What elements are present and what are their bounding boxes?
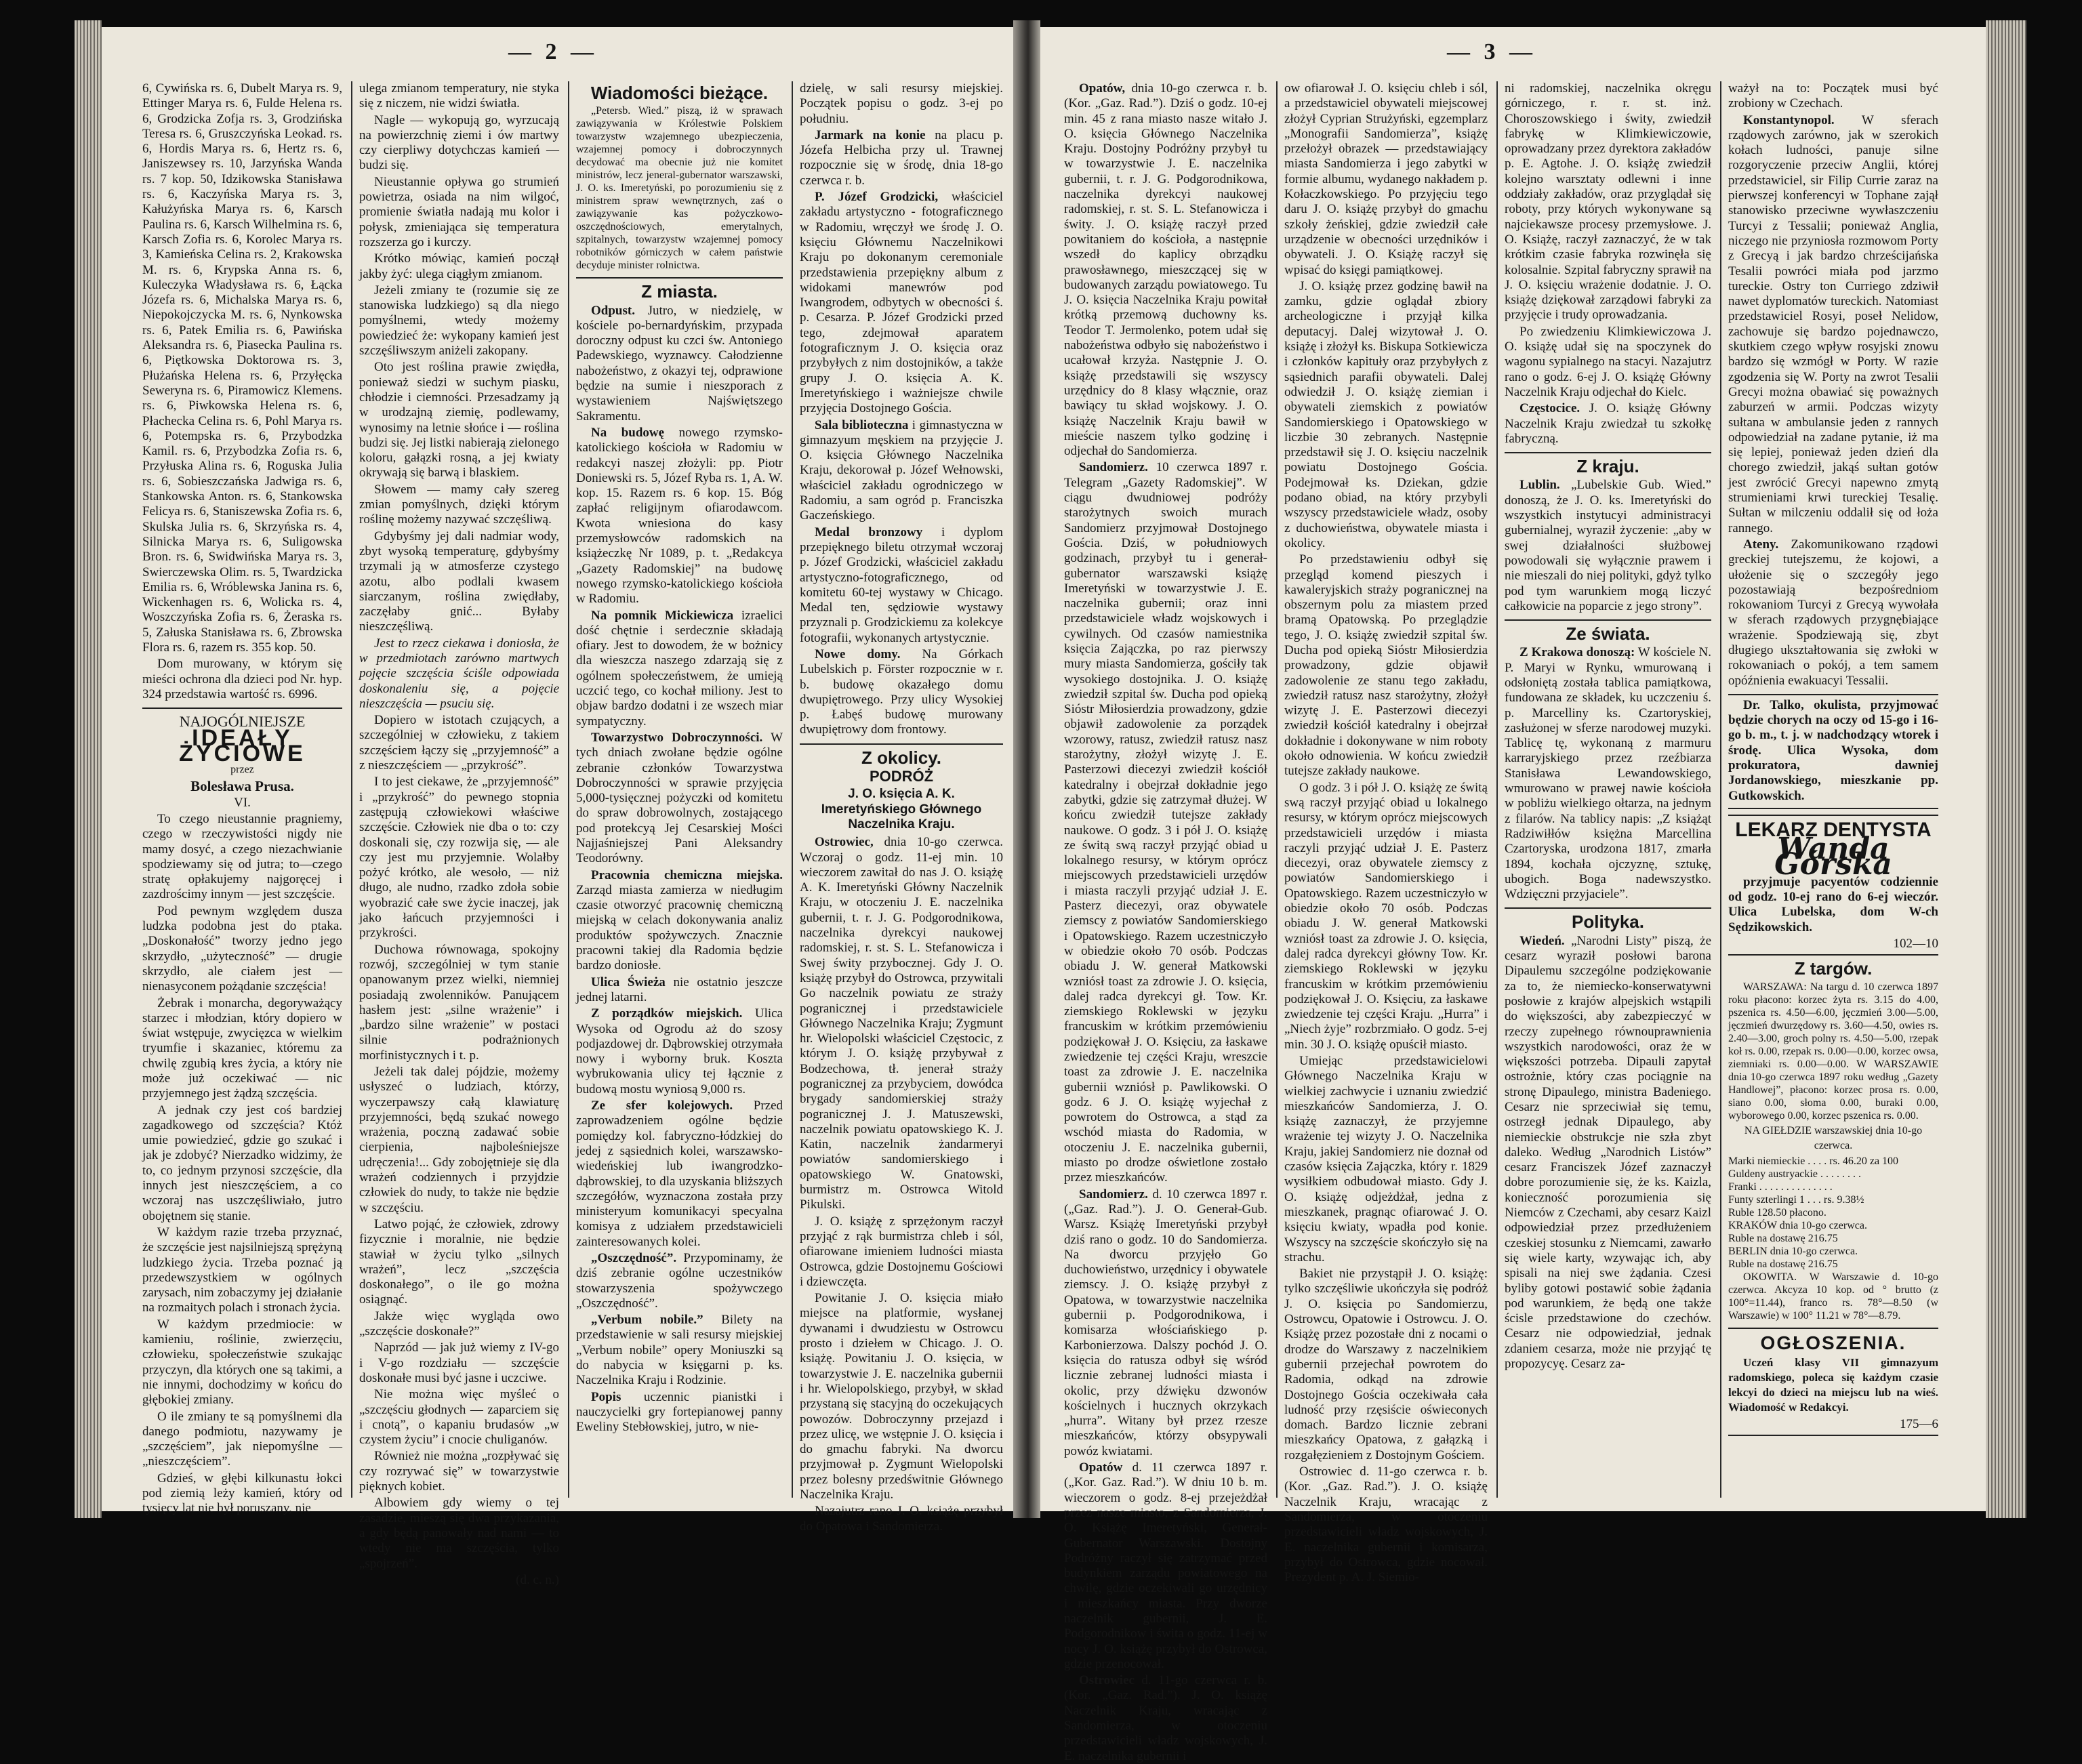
exchange-row: Guldeny austryackie . . . . . . . . — [1728, 1168, 1861, 1181]
subheading-journey-detail: J. O. księcia A. K. Imeretyńskiego Głównego Naczelnika Kraju. — [821, 787, 982, 832]
news-item-text: d. 11-go czerwca r. b. (Kor. „Gaz. Rad.”). J. O. książę Naczelnik Kraju, wracając z Sandomierza, w otoczeniu przedstawicieli władz wojskowych, J. E. naczelnika gubernii i — [1064, 1673, 1268, 1763]
right-page — [1040, 27, 1986, 1763]
page-edge-left — [75, 20, 102, 1518]
column-rule — [351, 81, 352, 1498]
news-item-text: „Lubelskie Gub. Wied.” donoszą, że J. O. ks. Imeretyński do wszystkich instytucyi administracyi gubernialnej, wyraził życzenie: „aby w swej działalności służbowej powodowali się wyłącznie prawem i nie mieszali do niej polityki, gdyż tylko pod tym warunkiem mogą liczyć całkowicie na poparcie z jego strony”. — [1505, 478, 1711, 613]
page-number-right: — 3 — — [1447, 39, 1536, 64]
news-item-title: Z Krakowa donoszą: — [1519, 645, 1635, 660]
news-item-text: uczennic pianistki i nauczycielki gry fortepianowej panny Eweliny Stebłowskiej, jutro, w nie- — [576, 1389, 783, 1435]
news-item-title: Opatów, — [1079, 81, 1126, 96]
right-col-3 — [1505, 81, 1711, 1498]
left-col-1 — [142, 81, 342, 1516]
news-item — [1064, 1460, 1267, 1672]
news-item-title: Pracownia chemiczna miejska. — [591, 867, 783, 882]
section-heading-markets: Z targów. — [1794, 958, 1873, 979]
feature-paragraph: I to jest ciekawe, że „przyjemność” i „przykrość” do pewnego stopnia zastępują człowiekowi właściwe szczęście. Człowiek nie dba o to: czy doskonali się, czy rozwija się, — ale czy jest mu przyjemnie. Wolałby pożyć krótko, ale wesoło, — niż długo, ale nudno, rzadko zdoła sobie wyobrazić całe swe życie inaczej, jak jako łańcuch przyjemności i przykrości. — [359, 775, 559, 941]
news-item-text: właściciel zakładu artystyczno - fotograficznego w Radomiu, wręczył we środę J. O. księciu Głównemu Naczelnikowi Kraju po dokonanym ceremoniale przedstawienia przepiękny album z widokami manewrów pod Iwangrodem, odbytych w obecności ś. p. Cesarza. P. Józef Grodzicki przed tego, zdejmował aparatem fotograficznym J. O. księcia oraz przybyłych z nim dostojników, a także grupy J. O. księcia A. K. Imeretyńskiego i ważniejsze chwile przyjęcia Dostojnego Gościa. — [800, 190, 1004, 416]
page-number-left: — 2 — — [508, 39, 598, 64]
advert-dentist-heading: LEKARZ DENTYSTA — [1735, 818, 1932, 841]
feature-paragraph: ulega zmianom temperatury, nie styka się z niczem, nie widzi światła. — [359, 81, 559, 111]
page-edge-right — [1986, 20, 2026, 1518]
news-item-text: nie ostatnio jeszcze jednej latarni. — [576, 975, 783, 1004]
feature-paragraph: Latwo pojąć, że człowiek, zdrowy fizycznie i moralnie, nie będzie stawiał w życiu tylko „silnych wrażeń”, lecz „szczęścia doskonałego”, o ile go można osiągnąć. — [359, 1216, 559, 1307]
news-item-text: J. O. książę Główny Naczelnik Kraju zwiedzał tu szkołkę fabryczną. — [1505, 401, 1711, 446]
news-item — [1505, 478, 1711, 614]
feature-kicker: NAJOGÓLNIEJSZE — [179, 713, 306, 731]
exchange-row: Marki niemieckie . . . . rs. 46.20 za 100 — [1728, 1155, 1899, 1168]
news-item-title: Na pomnik Mickiewicza — [591, 608, 734, 623]
feature-paragraph: To czego nieustannie pragniemy, czego w rzeczywistości nigdy nie mamy dosyć, a czego niezachwianie spodziewamy się od jutra; to—czego stratę opłakujemy najgoręcej i zazdrościmy innym — jest szczęście. — [142, 811, 342, 902]
news-item — [1505, 934, 1711, 1372]
news-paragraph: ow ofiarował J. O. księciu chleb i sól, a przedstawiciel obywateli miejscowej złożył Cyprian Strużyński, egzemplarz „Monografii Sandomierza”, książę przełożył obrazek — przedstawiający miasta Sandomierza i jego zabytki w formie albumu, wydanego nakładem p. Kołaczkowskiego. Po przyjęciu tego daru J. O. książę przybył do gmachu szkoły żeńskiej, gdzie zwiedził całe urządzenie w obecności urzędników i obywateli. J. O. Książę raczył się wpisać do księgi pamiątkowej. — [1284, 81, 1488, 277]
exchange-row: Funty szterlingi 1 . . . rs. 9.38½ — [1728, 1194, 1864, 1206]
news-item-title: Odpust. — [591, 303, 635, 318]
feature-paragraph: Oto jest roślina prawie zwiędła, ponieważ siedzi w suchym piasku, chłodzie i ciemności. Przesadzamy ją w urodzajną ziemię, podlewamy, wynosimy na letnie słońce i — roślina budzi się. Jej listki nabierają zielonego koloru, gałązki rosną, a jej kwiaty okrywają się barwą i blaskiem. — [359, 360, 559, 480]
news-item — [1505, 401, 1711, 447]
feature-paragraph: Słowem — mamy cały szereg zmian pomyślnych, dzięki którym roślinę możemy nazywać szczęśliwą. — [359, 482, 559, 527]
news-paragraph: dzielę, w sali resursy miejskiej. Początek popisu o godz. 3-ej po południu. — [800, 81, 1003, 126]
feature-paragraph: O ile zmiany te są pomyślnemi dla danego podmiotu, nazywamy je „szczęściem”, jak niepomyślne — „nieszczęściem”. — [142, 1409, 342, 1469]
section-heading-city: Z miasta. — [641, 281, 718, 302]
news-paragraph: Po przedstawieniu odbył się przegląd komend pieszych i kawaleryjskich straży pogranicznej na obszernym polu za miastem przed bramą Opatowską. Po przeglądzie tego, J. O. książę zwiedził szpital św. Ducha pod opieką Sióstr Miłosierdzia prowadzony, gdzie objawił zadowolenie ze stanu tego zakładu, zwiedził ratusz nasz starożytny, złożył wizytę J. E. Pasterzowi diecezyi zwiedził kościół katedralny i obejrzał dokładnie i dokonywane w nim roboty około odnowienia. W końcu zwiedził tutejsze zakłady naukowe. — [1284, 552, 1488, 779]
news-item — [1505, 645, 1711, 902]
subheading-journey: PODRÓŻ — [869, 768, 934, 785]
news-item-text: 10 czerwca 1897 r. Telegram „Gazety Radomskiej”. W ciągu dwudniowej podróży starożytnych swoich murach Sandomierz przyjmował Dostojnego Gościa. Dziś, w południowych godzinach, przybył tu i generał-gubernator warszawski książę Imeretyński w towarzystwie J. E. naczelnika gubernii; oraz inni przedstawiciele władz wojskowych i cywilnych. Od czasów namiestnika księcia Zajączka, po raz pierwszy mury miasta Sandomierza, gościły tak wysokiego dostojnika. J. O. książę zwiedził szpital św. Ducha pod opieką Sióstr Miłosierdzia prowadzony, gdzie objawił zadowolenie za porządek wzorowy, ratusz, zwiedził ratusz nasz starożytny, złożył wizytę J. E. Pasterzowi diecezyi zwiedził kościół katedralny i obejrzał dokładnie jego zabytki, gdzie się zatrzymał dłużej. W końcu zwiedził tutejsze zakłady naukowe. O godz. 3 i pół J. O. książę ze świtą swą raczył przyjąć obiad u lokalnego resursy, w którym oprócz miejscowych przedstawicieli urzędów i miasta raczyli przyjąć udział J. E. Pasterz diecezyi, oraz obywatele ziemscy z powiatów Sandomierskiego i Opatowskiego. Razem uczestniczyło w obiedzie około 70 osób. Podczas obiadu J. W. generał Matkowski wzniósł toast za zdrowie J. O. księcia, dalej radca dyrekcyi gł. Tow. Kr. ziemskiego Roklewski w języku francuskim w krótkim przemówieniu podziękował J. O. Księciu, za łaskawe zwiedzenie tej części Kraju, wreszcie toast za zdrowie J. E. naczelnika gubernii wzniósł p. Pawlikowski. O godz. 6 J. O. książę wyjechał z powrotem do Ostrowca, a stąd za wschód miasta do Radomia, w otoczeniu J. E. naczelnika gubernii, miasto po drodze oświetlone zostało przez mieszkańców. — [1064, 460, 1268, 1185]
divider — [1505, 907, 1711, 909]
local-items — [800, 128, 1003, 738]
news-item — [1064, 1673, 1267, 1764]
news-item-title: Ateny. — [1743, 537, 1779, 552]
news-paragraph: O godz. 3 i pół J. O. książę ze świtą swą raczył przyjąć obiad u lokalnego resursy, w którym oprócz miejscowych przedstawicieli urzędów i miasta raczyli przyjąć udział J. E. Pasterz diecezyi, oraz obywatele ziemscy z powiatów Sandomierskiego i Opatowskiego. Razem uczestniczyło w obiedzie około 70 osób. Podczas obiadu J. W. generał Matkowski wzniósł toast za zdrowie J. O. księcia, dalej radca dyrekcyi główny Tow. Kr. ziemskiego Roklewski w języku francuskim w krótkim przemówieniu podziękował J. O. Księciu, za łaskawe zwiedzenie tej części Kraju. „Hurra” i „Niech żyje” rozbrzmiało. O godz. 5-ej min. 30 J. O. książę opuścił miasto. — [1284, 780, 1488, 1052]
feature-paragraph: Jeżeli tak dalej pójdzie, możemy usłyszeć o ludziach, którzy, wyczerpawszy całą klawiaturę przyjemności, będą szukać nowego wrażenia, poczną zadawać sobie cierpienia, najboleśniejsze udręczenia!... Gdy zobojętnieje się dla wrażeń codziennych i przyjdzie człowiek do nudy, to także nie będzie w szczęściu. — [359, 1065, 559, 1215]
to-be-continued: (d. c. n.) — [516, 1572, 559, 1587]
news-item-title: Ulica Świeża — [591, 975, 666, 989]
feature-paragraph: W każdym razie trzeba przyznać, że szczęście jest najsilniejszą sprężyną ludzkiego życia. Trzeba poznać ją przedewszystkiem w ogólnych zarysach, nim zobaczymy jej działanie na rozmaitych polach i stronach życia. — [142, 1225, 342, 1315]
column-rule — [1720, 81, 1721, 1498]
news-paragraph: Umiejąc przedstawicielowi Głównego Naczelnika Kraju w wielkiej zachwycie i uznaniu zwiedzić mieszkańców Sandomierza, J. O. książę zaznaczył, że przyjemne wrażenie tej wizyty J. O. Naczelnika Kraju, jakiej Sandomierz nie doznał od czasów księcia Zajączka, który r. 1829 wysiłkiem odbudował miasto. Gdy J. O. książę odjeżdżał, jedna z mieszkanek, pragnąc ofiarować J. O. księciu kwiaty, wpadła pod konie. Wszyscy na szczęście skończyło się na strachu. — [1284, 1054, 1488, 1265]
exchange-row: Franki . . . . . . . . . . . . . . — [1728, 1181, 1833, 1193]
news-item-title: Nowe domy. — [815, 647, 901, 661]
news-item-title: Na budowę — [591, 425, 665, 440]
exchange-row: Ruble 128.50 płacono. — [1728, 1207, 1826, 1219]
news-item-title: Sandomierz. — [1079, 460, 1148, 475]
news-item — [800, 835, 1003, 1212]
section-heading-country: Z kraju. — [1576, 456, 1639, 477]
divider — [1505, 452, 1711, 453]
feature-paragraph: Krótko mówiąc, kamień począł jakby żyć: ulega ciągłym zmianom. — [359, 251, 559, 281]
news-item — [576, 868, 783, 974]
news-item — [576, 1099, 783, 1250]
news-item-title: Medal bronzowy — [815, 525, 923, 539]
exchange-row: KRAKÓW dnia 10-go czerwca. — [1728, 1220, 1867, 1232]
right-col-1 — [1064, 81, 1268, 1763]
news-paragraph: Bakiet nie przystąpił J. O. książę: tylko szczęśliwie ukończyła się podróż J. O. księcia po Sandomierzu, Ostrowcu, Opatowie i Ostrowcu. J. O. Książę przez pozostałe dni z nocami o drodze do Warszawy z naczelnikiem gubernii przejechał powrotem do Radomia, odkąd na zdrowie Dostojnego Gościa oczekiwała cała ludność przy rzęsiście oświeconych domach. Bardzo licznie zebrani mieszkańcy Opatowa, z gałązką i rozgałęzieniem z Dostojnym Gościem. — [1284, 1267, 1488, 1462]
divider — [576, 277, 783, 279]
feature-title: IDEAŁY ŻYCIOWE — [179, 725, 306, 766]
book-spine — [1013, 20, 1040, 1518]
news-item-title: Lublin. — [1519, 478, 1560, 493]
news-item-text: Przed zaprowadzeniem ogólne będzie pomiędzy kol. fabryczno-łódzkiej do jedej z sąsiednich kolei, warszawsko-wiedeńskiej lub iwangrodzko-dąbrowskiej, to dla uzyskania bliższych szczegółów, wyznaczona została przy ministeryum komunikacyi specyalna komisya z udziałem przedstawicieli zainteresowanych kolei. — [576, 1099, 783, 1249]
news-item — [800, 190, 1003, 416]
exchange-row: Ruble na dostawę 216.75 — [1728, 1233, 1838, 1245]
news-item-text: na placu p. Józefa Helbicha przy ul. Trawnej rozpocznie się w środę, dnia 18-go czerwca r. b. — [800, 127, 1004, 188]
news-item — [576, 426, 783, 607]
column-rule — [792, 81, 793, 1498]
news-item — [1728, 537, 1938, 689]
feature-paragraph: Nie można więc myśleć o „szczęściu głodnych — zaparciem się i cnotą”, o kapaniu brudasów „w czystem życiu” i cnocie chuliganów. — [359, 1387, 559, 1448]
exchange-row: Ruble na dostawę 216.75 — [1728, 1258, 1838, 1271]
region-items — [1064, 81, 1267, 1764]
news-item — [800, 418, 1003, 524]
news-item-title: Częstocice. — [1519, 401, 1580, 416]
news-paragraph: Nazajutrz rano J. O. książę przybył do Opatowa i Sandomierza. — [800, 1504, 1003, 1534]
news-item — [1064, 460, 1267, 1185]
news-item-text: dnia 10-go czerwca. Wczoraj o godz. 11-ej min. 10 wieczorem zawitał do nas J. O. książę A. K. Imeretyński Główny Naczelnik Kraju, w otoczeniu J. E. naczelnika gubernii, t. r. J. G. Podgorodnikowa, naczelnika dyrekcyi naukowej radomskiej, r. st. S. L. Stefanowicza i Swej świty przybocznej. Gdy J. O. książę przybył do Ostrowca, przywitali Go naczelnik powiatu ze straży pogranicznej i przedstawiciele Głównego Naczelnika Kraju; Zygmunt hr. Wielopolski właściciel Częstocic, z którym J. O. książę przybywał z Bodzechowa, tł. jenerał straży pogranicznej za przybyciem, dowódca brygady sandomierskiej straży pogranicznej J. J. Matuszewski, naczelnik powiatu opatowskiego K. J. Katin, naczelnik żandarmeryi powiatów sandomierskiego i opatowskiego W. Gnatowski, burmistrz m. Ostrowca Witold Pikulski. — [800, 835, 1003, 1212]
left-page — [102, 27, 1013, 1587]
news-item-text: Przypominamy, że dziś zebranie ogólne uczestników stowarzyszenia spożywczego „Oszczędność”. — [576, 1251, 783, 1311]
news-item-title: „Oszczędność”. — [591, 1251, 677, 1265]
news-item — [800, 128, 1003, 188]
donor-list: 6, Cywińska rs. 6, Dubelt Marya rs. 9, Ettinger Marya rs. 6, Fulde Helena rs. 6, Grodzicka Zofja rs. 3, Grodzińska Teresa rs. 6, Gruszczyńska Leokad. rs. 6, Hordis Marya rs. 6, Hertz rs. 6, Janiszewsey rs. 10, Jarzyńska Wanda rs. 7 kop. 50, Idzikowska Stanisława rs. 6, Kaczyńska Marya rs. 3, Kałużyńska Marya rs. 6, Karsch Paulina rs. 6, Karsch Wilhelmina rs. 6, Karsch Zofia rs. 6, Korolec Marya rs. 3, Kamieńska Celina rs. 2, Krakowska M. rs. 6, Krypska Anna rs. 6, Kuleczyka Władysława rs. 6, Łącka Józefa rs. 6, Michalska Marya rs. 6, Niepokojczycka M. rs. 6, Nynkowska rs. 6, Patek Emilia rs. 6, Pawińska Aleksandra rs. 6, Piasecka Paulina rs. 6, Piętkowska Doktorowa rs. 3, Płużańska Helena rs. 6, Przyłęcka Seweryna rs. 6, Piramowicz Klemens. rs. 6, Piwkowska Helena rs. 6, Płachecka Celina rs. 6, Pohl Marya rs. 6, Potempska rs. 6, Przybodzka Kamil. rs. 6, Przybodzka Zofia rs. 6, Przyłuska Alina rs. 6, Roguska Julia rs. 6, Sobieszczańska Jadwiga rs. 6, Stankowska Anton. rs. 6, Stankowska Felicya rs. 6, Staniszewska Zofia rs. 6, Skulska Julia rs. 6, Skrzyńska rs. 4, Silnicka Marya rs. 6, Suligowska Bron. rs. 6, Swidwińska Marya rs. 3, Swierczewska Olim. rs. 5, Twardzicka Emilia rs. 6, Wróblewska Janina rs. 6, Wickenhagen rs. 6, Wolicka rs. 4, Woszczyńska Zofia rs. 6, Żeraska rs. 5, Załuska Stanisława rs. 6, Zbrowska Flora rs. 6, razem rs. 355 kop. 50. — [142, 81, 342, 655]
divider — [1505, 619, 1711, 621]
news-paragraph: ważył na to: Początek musi być zrobiony w Czechach. — [1728, 81, 1938, 111]
section-heading-news: Wiadomości bieżące. — [590, 83, 769, 103]
news-item-text: Bilety na przedstawienie w sali resursy miejskiej „Verbum nobile” opery Moniuszki są do nabycia w księgarni p. ks. Naczelnika Kraju i Rodzinie. — [576, 1313, 783, 1388]
feature-paragraph: Jest to rzecz ciekawa i doniosła, że w przedmiotach zarówno martwych pojęcie szczęścia ściśle odpowiada doskonaleniu się, a pojęcie nieszczęścia — psuciu się. — [359, 636, 559, 711]
news-item-text: Zarząd miasta zamierza w niedługim czasie otworzyć pracownię chemiczną miejską w celach dokonywania analiz produktów spożywczych. Znacznie pracowni takiej dla Radomia będzie bardzo doniosłe. — [576, 882, 783, 973]
divider — [142, 707, 342, 709]
news-item — [1064, 81, 1267, 459]
column-rule — [1496, 81, 1498, 1498]
exchange-heading: NA GIEŁDZIE warszawskiej dnia 10-go czerwca. — [1744, 1124, 1923, 1151]
section-heading-politics: Polityka. — [1572, 911, 1644, 932]
feature-part: VI. — [234, 795, 251, 810]
news-paragraph: J. O. książę przez godzinę bawił na zamku, gdzie oglądał zbiory archeologiczne i przyjął kilka deputacyj. Dalej wizytował J. O. książę i złożył ks. Biskupa Sotkiewicza i członków kapituły oraz przybyłych z sąsiednich parafii obywateli. Dalej odwiedził J. O. książę ziemian i obywateli ziemskich z powiatów Sandomierskiego i Opatowskiego w liczbie 30 zebranych. Następnie przedstawił się J. O. księciu naczelnik powiatu Dostojnego Gościa. Podejmował ks. Dziekan, gdzie podano obiad, na który przybyli wszyscy przedstawiciele władz, osoby z duchowieństwa, obywatele miasta i okolicy. — [1284, 279, 1488, 550]
donor-list-end: Dom murowany, w którym się mieści ochrona dla dzieci pod Nr. hyp. 324 przedstawia wartość rs. 6996. — [142, 657, 342, 701]
news-item-title: Sala biblioteczna — [815, 417, 909, 432]
news-item-title: Ze sfer kolejowych. — [591, 1099, 733, 1113]
news-item — [800, 525, 1003, 646]
exchange-rows — [1728, 1155, 1938, 1271]
news-paragraph: Po zwiedzeniu Klimkiewiczowa J. O. książę udał się na spoczynek do wagonu sypialnego na stacyi. Nazajutrz rano o godz. 6-ej J. O. książę Główny Naczelnik Kraju odjechał do Kielc. — [1505, 324, 1711, 399]
news-item-text: „Narodni Listy” piszą, że cesarz wyraził posłowi barona Dipaulemu szczególne podziękowanie za to, że niemiecko-konserwatywni posłowie z krajów alpejskich wstąpili do większości, aby zabezpieczyć w rzeczy zupełnego równouprawnienia wszystkich narodowości, oraz że w większości potrzeba. Dipauli zapytał ostrożnie, który czas pociągnie na stronę Dipaulego, ministra Badeniego. Cesarz nie sprzeciwiał się temu, ostrzegł jednak Dipaulego, aby niemieckie obstrukcje nie szła zbyt daleko. Według „Narodnich Listów” cesarz Franciszek Józef zaznaczył dobre porozumienie się, że ks. Kaizla, konieczność porozumienia się Niemców z Czechami, aby cesarz Kaizl odpowiedział przez przedłużeniem czeskiej stosunku z Niemcami, zawarło się wiele karty, wzywając ich, aby spisali na niej swe żądania. Czesi byliby gotowi postawić sobie żądania pod warunkiem, że będą one także ścisle przedstawione do czechów. Cesarz nie odpowiedział, jednak zdaniem cesarza, może nie przyjąć tę propozycyę. Cesarz za- — [1505, 933, 1712, 1372]
news-item-text: Jutro, w niedzielę, w kościele po-bernardyńskim, przypada doroczny odpust ku czci św. Antoniego Padewskiego, wyznawcy. Całodzienne nabożeństwo, z okazyi tej, odprawione będzie na sumie i nieszporach z wystawieniem Najświętszego Sakramentu. — [576, 303, 783, 424]
news-item-text: W sferach rządowych zarówno, jak w szerokich kołach ludności, panuje silne rozgoryczenie przeciw Anglii, której przedstawiciel, sir Filip Currie zaraz na pierwszej konferencyi w Tophane zajął stanowisko przeciwne wywłaszczeniu Turcyi z Tessalii; ponieważ Anglia, niczego nie przyniosła rozmowom Porty z Grecyą i jak bardzo chrześcijańska Tesalii powróci miała pod jarzmo tureckie. Ostry ton Curriego zdziwił nawet dyplomatów tureckich. Natomiast przedstawiciel Rosyi, poseł Nelidow, zachowuje się bardzo pojednawczo, skutkiem czego wpływ rosyjski znowu bardzo się wzmógł w Porty. W razie zgodzenia się W. Porty na zwrot Tesalii Grecyi można obawiać się poważnych zaburzeń w armii. Podczas wizyty sułtana w ambulansie jeden z rannych odpowiedział na zadane pytanie, iż ma się lepiej, ponieważ jeden dzień dla chorego zwiedził, jakąś sułtan gotów jest zwrócić Grecyi napewno zmytą strumieniami krwi tureckiej Tesalię. Sułtan w milczeniu oddalił się od łoża rannego. — [1728, 112, 1938, 535]
feature-paragraph: Pod pewnym względem dusza ludzka podobna jest do ptaka. „Doskonałość” tworzy jedno jego skrzydło, „użyteczność” — drugie skrzydło, ale ciałem jest — nienasyconem pożądanie szczęścia! — [142, 903, 342, 994]
news-item-title: P. Józef Grodzicki, — [815, 190, 939, 205]
feature-by: przez — [230, 764, 254, 776]
advert-ref: 175—6 — [1900, 1416, 1938, 1431]
news-item-title: Sandomierz. — [1079, 1187, 1148, 1202]
feature-paragraph: Gdzieś, w głębi kilkunastu łokci pod ziemią leży kamień, który od tysięcy lat nie był poruszany, nie — [142, 1471, 342, 1516]
feature-author: Bolesława Prusa. — [190, 778, 294, 795]
news-item-title: Konstantynopol. — [1743, 112, 1835, 127]
advert-ref: 102—10 — [1893, 937, 1938, 951]
news-paragraph: Ostrowiec d. 11-go czerwca r. b. (Kor. „Gaz. Rad.”). J. O. książę Naczelnik Kraju, wracając z Sandomierza, w otoczeniu przedstawicieli władz wojskowych, J. E. naczelnika gubernii i komisarza, przybył do Ostrowca, gdzie nocował. Prezydent p. A. J. Siemio- — [1284, 1464, 1488, 1585]
feature-paragraph: Nagle — wykopują go, wyrzucają na powierzchnię ziemi i ów martwy czy cierpliwy dotychczas kamień — budzi się. — [359, 112, 559, 173]
news-item — [576, 609, 783, 729]
advert-classifieds — [1728, 1328, 1938, 1436]
news-item — [576, 304, 783, 424]
spirits-prices: OKOWITA. W Warszawie d. 10-go czerwca. Akcyza 10 kop. od ° brutto (z 100°=11.44), franco rs. 78°—8.50 (w Warszawie) w 100° 11.21 w 78°—8.79. — [1728, 1271, 1938, 1322]
feature-paragraph: Albowiem gdy wiemy o tej zasadzie, mieszą się dwa przykazania, a gdy będą panowały nad nami — to wtedy nie ma szczęścia, tylko „spojrzeń”. — [359, 1496, 559, 1571]
market-prices: WARSZAWA: Na targu d. 10 czerwca 1897 roku płacono: korzec żyta rs. 3.15 do 4.00, pszenica rs. 4.50—6.00, jęczmień 3.00—5.00, jęczmień dwurzędowy rs. 3.60—4.50, owies rs. 2.40—3.00, groch polny rs. 4.50—5.00, rzepak koł rs. 0.00, rzepak rs. 0.00—0.00, korzec owsa, ziemniaki rs. 0.00—0.00. W WARSZAWIE dnia 10-go czerwca 1897 roku według „Gazety Handlowej”, płacono: korzec prosa rs. 0.00, siano 0.00, słoma 0.00, buraki 0.00, wyborowego 0.00, korzec pszenica rs. 0.00. — [1728, 981, 1938, 1122]
advert-text: przyjmuje pacyentów codziennie od godz. 10-ej rano do 6-ej wieczór. Ulica Lubelska, dom W-ch Sędzikowskich. — [1728, 874, 1938, 935]
news-item-text: d. 10 czerwca 1897 r. („Gaz. Rad.”). J. O. Generał-Gub. Warsz. Książę Imeretyński przybył dziś rano o godz. 10 do Sandomierza. Na dworcu przyjęło Go duchowieństwo, urzędnicy i obywatele ziemscy. J. O. książę przybył z Opatowa, w towarzystwie naczelnika gubernii p. Podgorodnikowa, i komisarza włościańskiego p. Karbonierzowa. Dalszy pochód J. O. księcia do ratusza odbył się wśród licznie zebranej ludności miasta i okolic, przy dźwięku dzwonów kościelnych i hucznych okrzykach „hurra”. Witany był przez rzesze mieszkańców, którzy obsypywali powóz kwiatami. — [1064, 1187, 1267, 1458]
news-item — [1064, 1187, 1267, 1459]
news-paragraph: ni radomskiej, naczelnika okręgu górniczego, r. r. st. inż. Choroszowskiego i świty, zwiedził fabrykę w Klimkiewiczowie, oprowadzany przez dyrektora zakładów p. E. Agtohe. J. O. książę zwiedził kolejno warsztaty odlewni i inne oddziały zakładów, oraz przyglądał się roboty, przy których wykonywane są najciekawsze procesy przemysłowe. J. O. Książę, raczył zaznaczyć, że w tak krótkim czasie fabryka rozwinęła się kolosalnie. Szpital fabryczny sprawił na J. O. księciu wrażenie dodatnie. J. O. książę dziękował zarządowi fabryki za przyjęcie i trudy oprowadzania. — [1505, 81, 1711, 323]
news-item-title: Ostrowiec, — [815, 835, 874, 850]
feature-paragraph: Duchowa równowaga, spokojny rozwój, szczególniej w tym stanie opanowanym przez wielki, niemniej posiadają zwolenników. Panującem hasłem jest: „silne wrażenie” i „bardzo silne wrażenie” w postaci silnie podrażnionych morfinistycznych i t. p. — [359, 942, 559, 1063]
feature-paragraph: A jednak czy jest coś bardziej zagadkowego od szczęścia? Któż umie powiedzieć, gdzie go szukać i jak je zdobyć? Nierzadko widzimy, że to, co jednym przynosi szczęście, dla innych jest nieszczęściem, a co wczoraj nas uszczęśliwiało, jutro obojętnem się stanie. — [142, 1103, 342, 1223]
news-item-text: nowego rzymsko-katolickiego kościoła w Radomiu w redakcyi naszej złożyli: pp. Piotr Doniewski rs. 5, Józef Ryba rs. 1, A. W. kop. 15. Razem rs. 6 kop. 15. Bóg zapłać religijnym ofiarodawcom. Kwota wniesiona do kasy przemysłowców radomskich na książeczkę Nr 1089, p. t. „Redakcya „Gazety Radomskiej” na budowę nowego rzymsko-katolickiego kościoła w Radomiu. — [576, 425, 783, 607]
exchange-row: BERLIN dnia 10-go czerwca. — [1728, 1246, 1858, 1258]
feature-paragraph: Również nie można „rozpływać się czy rozrywać się” w towarzystwie pięknych kobiet. — [359, 1449, 559, 1494]
news-item-text: W kościele N. P. Maryi w Rynku, wmurowaną i odsłoniętą została tablica pamiątkowa, fundowana ze składek, ku uczczeniu ś. p. Marcelliny ks. Czartoryskiej, zasłużonej w sferze narodowej muzyki. Tablicę tę, wykonaną z marmuru karraryjskiego przez rzeźbiarza Stanisława Lewandowskiego, wmurowano w prawej nawie kościoła w pobliżu wielkiego ołtarza, na jednym z filarów. Na tablicy napis: „Z książąt Radziwiłłów księżna Marcellina Czartoryska, urodzona 1817, zmarła 1894, kochała ojczyznę, sztukę, ubogich. Boga nadewszystko. Wdzięczni przyjaciele”. — [1505, 645, 1711, 902]
left-col-3 — [576, 81, 783, 1498]
news-item — [800, 647, 1003, 738]
feature-paragraph: Jakże więc wygląda owo „szczęście doskonałe?” — [359, 1309, 559, 1339]
news-item-title: „Verbum nobile.” — [591, 1313, 703, 1328]
advert-dentist — [1728, 815, 1938, 956]
city-items — [576, 304, 783, 1435]
news-item — [576, 1313, 783, 1388]
right-col-4 — [1728, 81, 1938, 1498]
news-item-title: Opatów — [1079, 1460, 1123, 1475]
right-col-2 — [1284, 81, 1488, 1585]
news-item-text: Na Górkach Lubelskich p. Förster rozpocznie w r. b. budowę okazałego domu dwupiętrowego. Przy ulicy Wysokiej p. Łabęś budowę murowany dwupiętrowy dom frontowy. — [800, 647, 1003, 737]
news-item — [576, 1251, 783, 1311]
column-rule — [1276, 81, 1278, 1498]
news-item-text: Ulica Wysoka od Ogrodu aż do szosy podjazdowej dr. Dąbrowskiej otrzymała nowy i wyborny bruk. Koszta wybrukowania ulicy tej łącznie z budową mostu wyniosą 9,000 rs. — [576, 1006, 783, 1096]
feature-paragraph: W każdym przedmiocie: w kamieniu, roślinie, zwierzęciu, człowieku, społeczeństwie szukając przyczyn, dla których one są takimi, a nie innymi, dochodzimy w końcu do głębokiej zmiany. — [142, 1317, 342, 1408]
news-item — [576, 1390, 783, 1435]
section-heading-region: Z okolicy. — [861, 747, 941, 768]
news-item-title: Jarmark na konie — [815, 127, 926, 142]
news-paragraph: J. O. książę z sprzężonym raczył przyjąć z rąk burmistrza chleb i sól, ofiarowane imieniem ludności miasta Ostrowca, gdzie Dostojnemu Gościowi i dziewczęta. — [800, 1214, 1003, 1289]
news-item-text: Zakomunikowano rządowi greckiej tutejszemu, że kojowi, a ułożenie się o szczegóły jego pozostawiają bezpośredniom rokowaniom Turcyi z Grecyą wywołała w sferach rządowych przygnębiające wrażenie. Spodziewają się, zbyt długiego ukształtowania się zwłoki w rokowaniach o pokój, a tem samem opóźnienia ewakuacyi Tessalii. — [1728, 537, 1938, 688]
left-col-4 — [800, 81, 1004, 1534]
news-item — [576, 975, 783, 1006]
news-paragraph: „Petersb. Wied.” piszą, iż w sprawach zawiązywania w Królestwie Polskiem towarzystw wzajemnego ubezpieczenia, wzajemnej pomocy i dobroczynnych decydować ma obecnie już nie komitet ministrów, lecz jeneral-gubernator warszawski, J. O. ks. Imeretyński, po porozumieniu się z ministrem spraw wewnętrznych, zaś o zawiązywanie kas pożyczkowo-oszczędnościowych, emerytalnych, szpitalnych, towarzystw wzajemnej pomocy robotników górniczych w całem państwie decyduje minister rolnictwa. — [576, 105, 783, 272]
news-item — [576, 731, 783, 867]
divider — [800, 743, 1003, 745]
news-paragraph: Powitanie J. O. księcia miało miejsce na platformie, wysłanej dywanami i dwudziestu w Ostrowcu prosto i dziełem w Chicago. J. O. książę. Powitaniu J. O. księcia, w towarzystwie J. E. naczelnika gubernii i hr. Wielopolskiego, przybył, w skład przystaną się stacyjną do oczekujących powozów. Dobroczynny przejazd i przez ulicę, we wstępnie J. O. księcia i do gmachu fabryki. Na dworcu przyjmował p. Zygmunt Wielopolski przez bolesny przedświtnie Głównego Naczelnika Kraju. — [800, 1291, 1003, 1502]
section-heading-world: Ze świata. — [1566, 623, 1650, 644]
news-item-title: Ostrowiec — [1079, 1673, 1135, 1688]
section-heading-ads: OGŁOSZENIA. — [1760, 1332, 1906, 1354]
news-item — [576, 1006, 783, 1097]
news-item-text: W tych dniach zwołane będzie ogólne zebranie członków Towarzystwa Dobroczynności w sprawie przyjęcia 5,000-tysięcznej pożyczki od komitetu do spraw dobrowolnych, zostającego pod protekcyą Jej Cesarskiej Mości Najjaśniejszej Pani Aleksandry Teodorówny. — [576, 730, 783, 866]
news-item-text: i gimnastyczna w gimnazyum męskiem na przyjęcie J. O. księcia Głównego Naczelnika Kraju, dekorował p. Józef Wełnowski, właściciel zakładu ogrodniczego w Radomiu, a sam ogród p. Franciszka Gaczeńskiego. — [800, 417, 1004, 523]
news-item-text: d. 11 czerwca 1897 r. („Kor. Gaz. Rad.”). W dniu 10 b. m. wieczorem o godz. 8-ej przejeżdżał przez nasze miasto, z Sandomierza, J. O. Książę Imeretyński, Generał-Gubernator Warszawski. Dostojny Podróżny raczył się zatrzymać przed budynkiem zarządu powiatowego na chwilę, gdzie oczekiwali go urzędnicy i mieszkańcy miasta. Przy dworze naczelnik gubernii, J. E. Podgorodnikow i świta o godz. 11-ej w nocy J. O. książę przybył do Ostrowca, gdzie przenocował. — [1064, 1460, 1268, 1671]
feature-paragraph: Jeżeli zmiany te (rozumie się ze stanowiska ludzkiego) są dla niego pomyślnemi, wtedy możemy powiedzieć że: wykopany kamień jest szczęśliwszym aniżeli zakopany. — [359, 283, 559, 358]
advert-oculist — [1728, 694, 1938, 809]
left-col-2 — [359, 81, 559, 1587]
advert-dentist-name: Wanda Górska — [1774, 832, 1892, 882]
feature-paragraph: Dopiero w istotach czujących, a szczególniej w człowieku, z takiem szczęściem łączy się „przyjemność” a z nieszczęściem — „przykrość”. — [359, 713, 559, 773]
feature-paragraph: Gdybyśmy jej dali nadmiar wody, zbyt wysoką temperaturę, gdybyśmy trzymali ją w atmosferze czystego azotu, albo podlali kwasem siarczanym, roślina zwiędłaby, zaczęłaby gnić... Byłaby nieszczęśliwą. — [359, 529, 559, 634]
news-item — [1728, 113, 1938, 536]
column-rule — [568, 81, 569, 1498]
news-item-text: izraelici dość chętnie i serdecznie składają ofiary. Jest to dowodem, że w bożnicy dla wieszcza naszego zdarzają się z ogólnem społeczeństwem, że umieją uczcić tego, co kochał miliony. Jest to objaw bardzo dodatni i ze wszech miar sympatyczny. — [576, 608, 783, 729]
feature-paragraph: Nieustannie opływa go strumień powietrza, osiada na nim wilgoć, promienie światła nadają mu kolor i połysk, zmieniająca się temperatura rozszerza go i kurczy. — [359, 174, 559, 249]
news-item-title: Popis — [591, 1389, 621, 1404]
news-item-title: Towarzystwo Dobroczynności. — [591, 730, 763, 745]
news-item-title: Z porządków miejskich. — [591, 1006, 743, 1021]
feature-paragraph: Naprzód — jak już wiemy z IV-go i V-go rozdziału — szczęście doskonałe musi być jasne i uczciwe. — [359, 1340, 559, 1385]
feature-paragraph: Żebrak i monarcha, degoryważący starzec i młodzian, który dopiero w świat wstępuje, zwycięzca w wielkim tryumfie i skazaniec, któremu za chwilę zgubią kres życia, a który nie może już oczekiwać — nic przyjemnego jest żądzą szczęścia. — [142, 996, 342, 1101]
advert-text: Uczeń klasy VII gimnazyum radomskiego, poleca się każdym czasie lekcyi do dzieci na miejscu lub na wieś. Wiadomość w Redakcyi. — [1728, 1355, 1938, 1414]
news-item-text: dnia 10-go czerwca r. b. (Kor. „Gaz. Rad.”). Dziś o godz. 10-ej min. 45 z rana miasto nasze witało J. O. księcia Głównego Naczelnika Kraju. Dostojny Podróżny przybył tu w towarzystwie J. E. naczelnika gubernii, t. r. J. G. Podgorodnikowa, naczelnika dyrekcyi naukowej radomskiej, r. st. S. L. Stefanowicza i świty. J. O. książę raczył przed powitaniem do kościoła, a następnie wszedł do kaplicy obrządku prawosławnego, mieszczącej się w budowanych zarządu powiatowego. Tu J. O. księcia Naczelnika Kraju powitał krótką przemową duchowny ks. Teodor T. Jermolenko, potem udał się nabożeństwa odbyło się nabożeństwo i ucałował krzyża. Następnie J. O. książę przedstawili się wszyscy urzędnicy do 8 klasy włącznie, oraz bawiący tu skład wojskowy. J. O. książę Naczelnik Kraju bawił w mieście naszem tylko godzinę i odjechał do Sandomierza. — [1064, 81, 1267, 459]
news-item-text: i dyplom przepięknego biletu otrzymał wczoraj p. Józef Grodzicki, właściciel zakładu artystyczno-fotograficznego, od komitetu 60-tej wystawy w Chicago. Medal ten, sędziowie wystawy przyznali p. Grodzickiemu za kolekcye fotografii, wykonanych artystycznie. — [800, 525, 1003, 645]
advert-text: Dr. Talko, okulista, przyjmować będzie chorych na oczy od 15-go i 16-go b. m., t. j. w nadchodzący wtorek i środę. Ulica Wysoka, dom prokuratora, dawniej Jordanowskiego, mieszkanie pp. Gutkowskich. — [1728, 697, 1938, 803]
news-item-title: Wiedeń. — [1519, 933, 1565, 948]
